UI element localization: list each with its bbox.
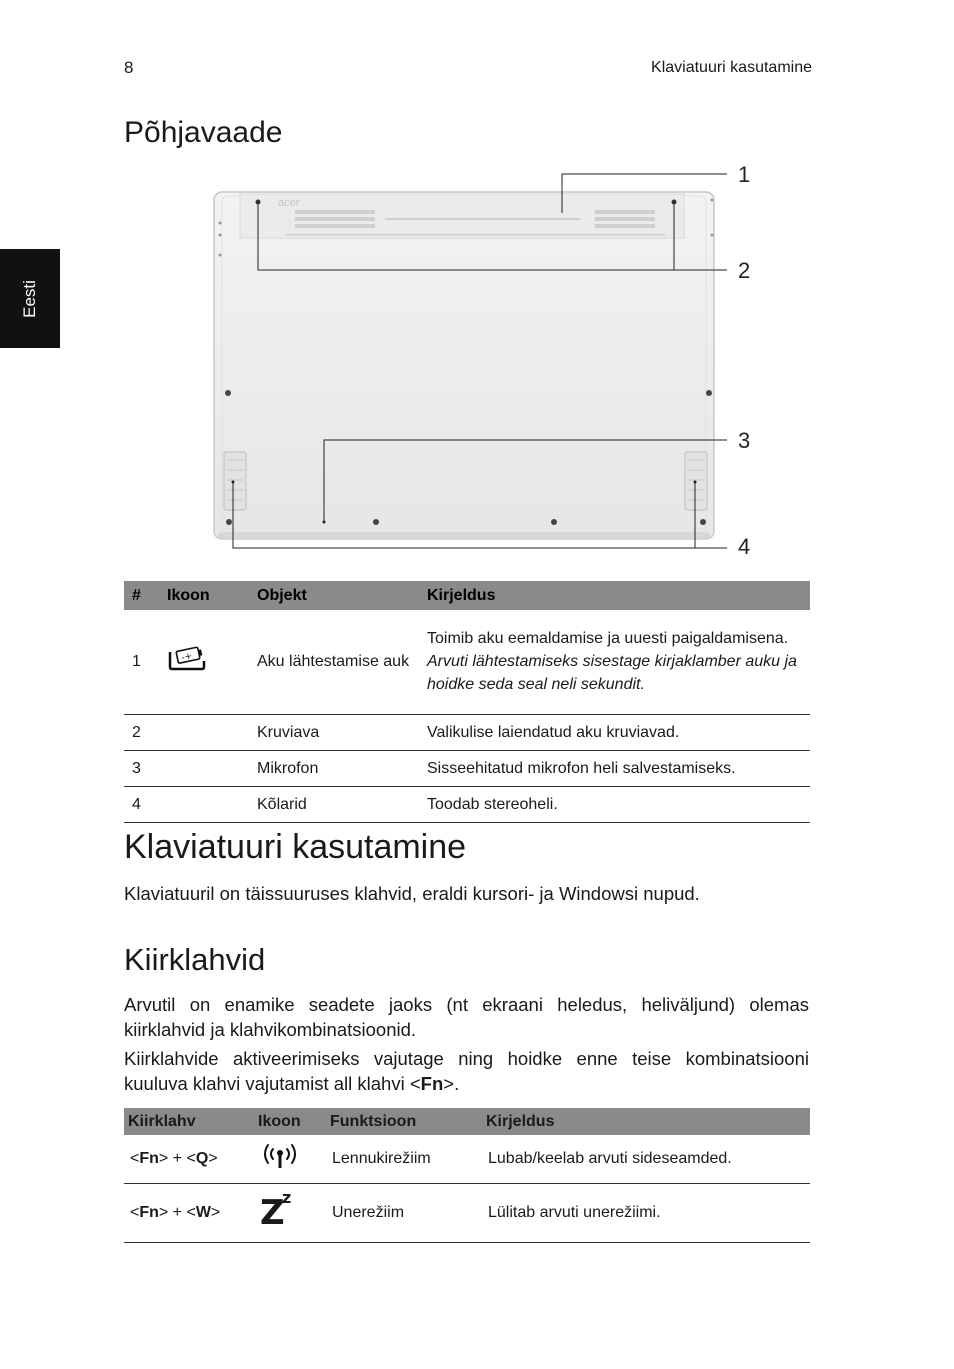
col-object: Objekt: [249, 581, 419, 610]
hotkey-description: Lülitab arvuti unerežiimi.: [482, 1183, 810, 1242]
callout-2: 2: [738, 258, 751, 283]
hotkeys-instruction: Kiirklahvide aktiveerimiseks vajutage ning hoidke enne teise kombinatsiooni kuuluva klahvi vajutamist all klahvi <Fn>.: [124, 1048, 809, 1094]
col-hotkey: Kiirklahv: [124, 1108, 254, 1135]
row-number: 1: [124, 610, 159, 714]
col-description: Kirjeldus: [482, 1108, 810, 1135]
hotkeys-table: [124, 1108, 810, 1243]
hotkey-combo: <Fn> + <W>: [124, 1183, 254, 1242]
speaker-left: [224, 452, 246, 510]
page-number: 8: [124, 58, 134, 77]
callout-1: 1: [738, 162, 751, 187]
table-row: [124, 610, 810, 714]
hotkey-description: Lubab/keelab arvuti sideseamded.: [482, 1135, 810, 1183]
laptop-bottom-illustration: [200, 160, 770, 560]
col-icon: Ikoon: [254, 1108, 326, 1135]
col-function: Funktsioon: [326, 1108, 482, 1135]
language-tab: [0, 249, 60, 348]
table-row: [124, 1183, 810, 1242]
table-row: 2 Kruviava Valikulise laiendatud aku kruviavad.: [124, 714, 810, 750]
language-tab-label: Eesti: [20, 280, 39, 318]
svg-text:-+: -+: [180, 651, 194, 664]
hotkey-function: Unerežiim: [326, 1183, 482, 1242]
callout-4: 4: [738, 534, 751, 559]
section-title-bottom-view: Põhjavaade: [124, 116, 283, 149]
col-icon: Ikoon: [159, 581, 249, 610]
battery-reset-icon: [159, 610, 249, 714]
wireless-icon: [254, 1135, 326, 1183]
hotkeys-table-header: [124, 1108, 810, 1135]
col-description: Kirjeldus: [419, 581, 810, 610]
col-number: #: [124, 581, 159, 610]
hotkey-function: Lennukirežiim: [326, 1135, 482, 1183]
table-row: 3 Mikrofon Sisseehitatud mikrofon heli salvestamiseks.: [124, 750, 810, 786]
sleep-icon: Z z: [254, 1183, 326, 1242]
table-row: 4 Kõlarid Toodab stereoheli.: [124, 786, 810, 822]
parts-table: [124, 581, 810, 823]
hotkeys-intro: Arvutil on enamike seadete jaoks (nt ekraani heledus, heliväljund) olemas kiirklahvid ja klahvikombinatsioonid.: [124, 994, 809, 1040]
svg-text:acer: acer: [278, 197, 300, 209]
table-row: [124, 1135, 810, 1183]
callout-3: 3: [738, 428, 751, 453]
section-title-hotkeys: Kiirklahvid: [124, 942, 266, 977]
running-header: Klaviatuuri kasutamine: [651, 59, 812, 76]
hotkey-combo: <Fn> + <Q>: [124, 1135, 254, 1183]
parts-table-header: [124, 581, 810, 610]
row-description: Toimib aku eemaldamise ja uuesti paigaldamisena. Arvuti lähtestamiseks sisestage kirjaklamber auku ja hoidke seda seal neli sekundit.: [419, 610, 810, 714]
row-object: Aku lähtestamise auk: [249, 610, 419, 714]
keyboard-intro: Klaviatuuril on täissuuruses klahvid, eraldi kursori- ja Windowsi nupud.: [124, 883, 700, 904]
section-title-keyboard: Klaviatuuri kasutamine: [124, 828, 467, 866]
